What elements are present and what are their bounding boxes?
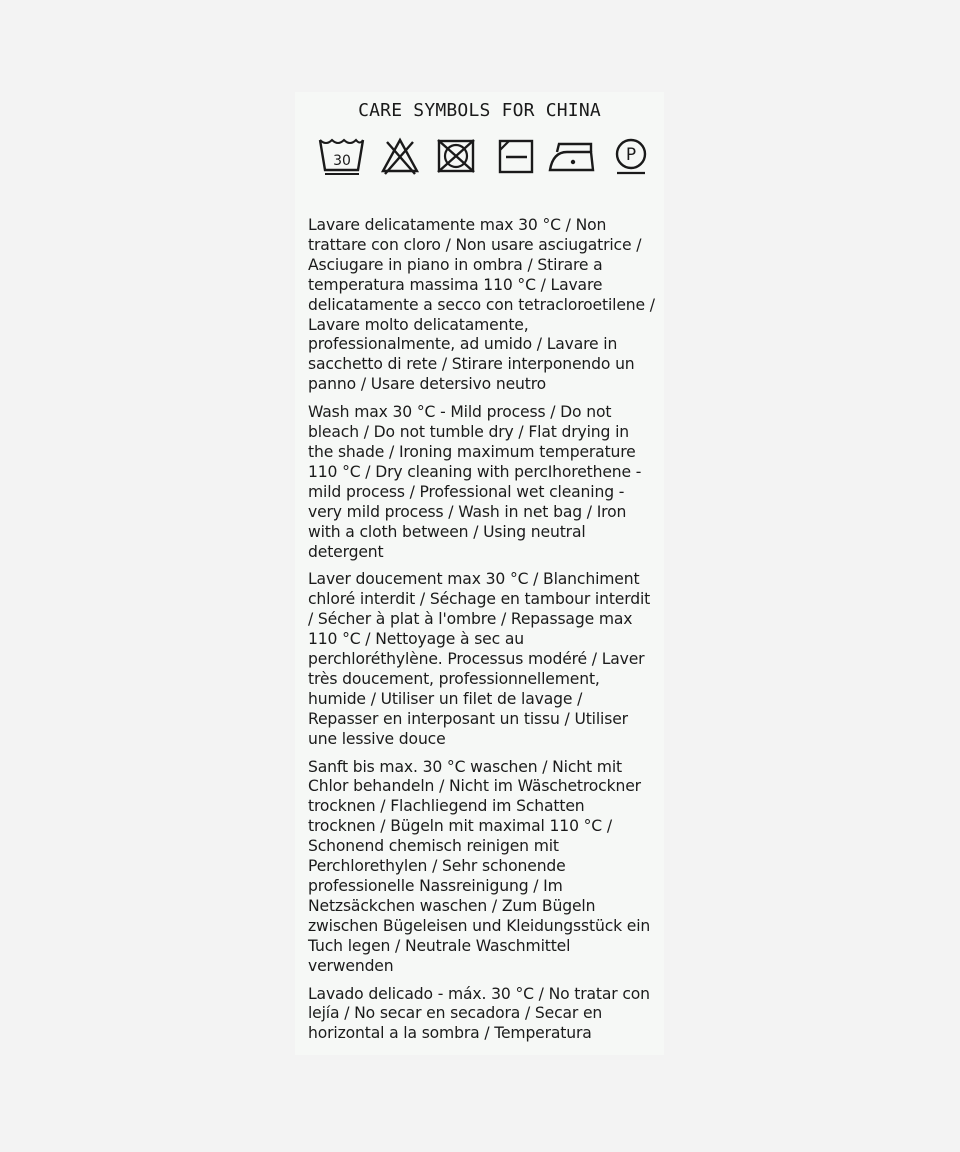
care-label [295,92,664,1055]
instructions-spanish: Lavado delicado - máx. 30 °C / No tratar con lejía / No secar en secadora / Secar en horizontal a la sombra / Temperatura [308,984,650,1043]
instructions-french: Laver doucement max 30 °C / Blanchiment chloré interdit / Séchage en tambour interdit / Sécher à plat à l'ombre / Repassage max 110 °C / Nettoyage à sec au perchloréthylène. Processus modéré / Laver très doucement, professionnellement, humide / Utiliser un filet de lavage / Repasser en interposant un tissu / Utiliser une lessive douce [308,570,651,748]
instructions-italian: Lavare delicatamente max 30 °C / Non trattare con cloro / Non usare asciugatrice / Asciugare in piano in ombra / Stirare a temperatura massima 110 °C / Lavare delicatamente a secco con tetracloroetilene / Lavare molto delicatamente, professionalmente, ad umido / Lavare in sacchetto di rete / Stirare interponendo un panno / Usare detersivo neutro [308,216,655,394]
wash-temperature-text: 30 [333,153,351,169]
dry-clean-p-gentle-icon [611,136,651,178]
label-title: CARE SYMBOLS FOR CHINA [358,100,601,121]
instructions-english: Wash max 30 °C - Mild process / Do not bleach / Do not tumble dry / Flat drying in the shade / Ironing maximum temperature 110 °C / Dry cleaning with percIhorethene - mild process / Professional wet cleaning - very mild process / Wash in net bag / Iron with a cloth between / Using neutral detergent [308,403,642,561]
care-symbols-row [315,136,655,180]
do-not-tumble-dry-icon [435,136,477,178]
instructions-german: Sanft bis max. 30 °C waschen / Nicht mit Chlor behandeln / Nicht im Wäschetrockner trocknen / Flachliegend im Schatten trocknen / Bügeln mit maximal 110 °C / Schonend chemisch reinigen mit Perchlorethylen / Sehr schonende professionelle Nassreinigung / Im Netzsäckchen waschen / Zum Bügeln zwischen Bügeleisen und Kleidungsstück ein Tuch legen / Neutrale Waschmittel verwenden [308,757,651,975]
do-not-bleach-icon [379,136,421,178]
dry-clean-letter: P [625,145,637,165]
care-instructions [308,216,658,1052]
dry-flat-in-shade-icon [495,136,537,178]
wash-30-gentle-icon [317,136,367,178]
iron-low-temperature-icon [547,136,599,178]
